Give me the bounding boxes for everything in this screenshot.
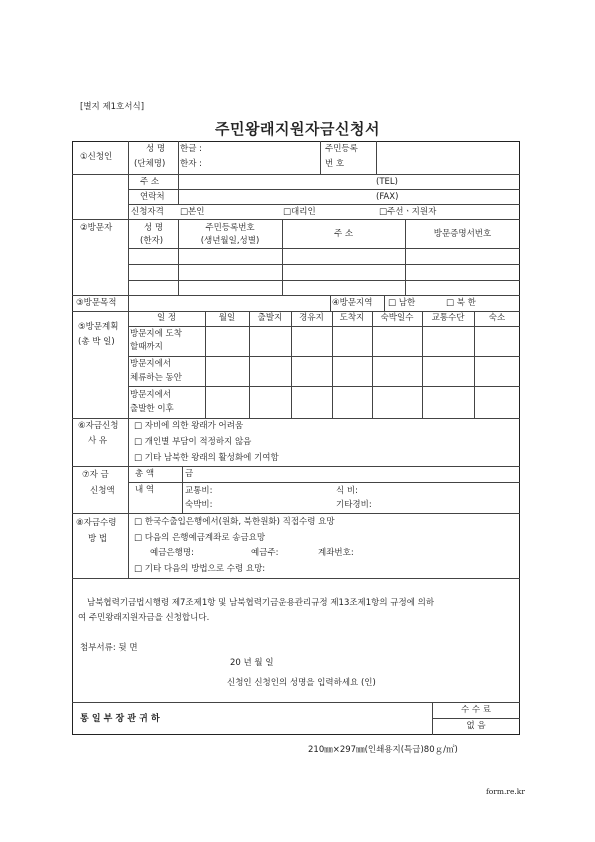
divider: [128, 356, 520, 357]
region-label: ④방문지역: [332, 298, 373, 308]
checkbox-receipt-transfer[interactable]: □ 다음의 은행예금계좌로 송금요망: [134, 533, 266, 543]
checkbox-broker[interactable]: □주선ㆍ지원자: [379, 207, 437, 217]
plan-nights-label: (총 박 일): [78, 337, 115, 347]
plan-header-transport: 교통수단: [431, 313, 465, 323]
total-label: 총 액: [135, 469, 155, 479]
divider: [128, 280, 520, 281]
divider: [330, 295, 331, 311]
address-field[interactable]: [180, 176, 370, 188]
amount-section-label: ⑦자 금: [82, 470, 109, 480]
divider: [72, 578, 520, 579]
divider: [372, 311, 373, 418]
reason-section-label: ⑥자금신청: [78, 421, 119, 431]
contact-label: 연락처: [140, 192, 165, 202]
divider: [128, 386, 520, 387]
food-cost-field[interactable]: 식 비:: [336, 486, 358, 496]
checkbox-reason-3[interactable]: □ 기타 남북한 왕래의 활성화에 기여함: [134, 453, 279, 463]
divider: [128, 248, 520, 249]
receipt-section-label: ⑧자금수령: [76, 518, 117, 528]
page-title: 주민왕래지원자금신청서: [215, 120, 380, 138]
account-number-field[interactable]: 계좌번호:: [318, 548, 354, 558]
divider: [128, 204, 520, 205]
plan-header-arrival: 도착지: [339, 313, 365, 323]
checkbox-reason-2[interactable]: □ 개인별 부담이 적정하지 않음: [134, 437, 252, 447]
amount-section-label-2: 신청액: [90, 486, 115, 496]
divider: [474, 311, 475, 418]
checkbox-reason-1[interactable]: □ 자비에 의한 왕래가 어려움: [134, 421, 244, 431]
divider: [72, 418, 520, 419]
signature-line[interactable]: 신청인 신청인의 성명을 입력하세요 (인): [227, 678, 376, 688]
resident-number-field[interactable]: [378, 143, 518, 173]
checkbox-south[interactable]: □ 남한: [388, 298, 416, 308]
plan-section-label: ⑤방문계획: [78, 322, 119, 332]
plan-row-stay-2: 체류하는 동안: [130, 373, 182, 383]
visitor-cert-header: 방문증명서번호: [433, 229, 492, 239]
divider: [72, 295, 520, 296]
visitor-section-label: ②방문자: [80, 223, 113, 233]
checkbox-north[interactable]: □ 북 한: [446, 298, 476, 308]
name-label: 성 명: [146, 144, 166, 154]
divider: [72, 311, 520, 312]
plan-row-arrival-2: 할때까지: [130, 342, 163, 352]
divider: [182, 466, 183, 513]
divider: [128, 326, 520, 327]
plan-row-stay: 방문지에서: [130, 359, 172, 369]
divider: [128, 264, 520, 265]
divider: [128, 141, 129, 578]
paper-spec: 210㎜×297㎜(인쇄용지(특급)80ｇ/㎡): [308, 745, 458, 755]
divider: [72, 702, 520, 703]
plan-header-date: 월일: [218, 313, 236, 323]
divider: [384, 295, 385, 311]
plan-header-lodging: 숙소: [488, 313, 506, 323]
divider: [320, 141, 321, 174]
plan-row-arrival: 방문지에 도착: [130, 329, 182, 339]
checkbox-receipt-direct[interactable]: □ 한국수출입은행에서(원화, 북한원화) 직접수령 요망: [134, 517, 335, 527]
divider: [178, 174, 179, 204]
checkbox-self[interactable]: □본인: [180, 207, 205, 217]
form-number: [별지 제1호서식]: [80, 102, 145, 112]
tel-label: (TEL): [376, 177, 398, 187]
purpose-label: ③방문목적: [76, 298, 117, 308]
fax-label: (FAX): [376, 192, 399, 202]
divider: [72, 466, 520, 467]
plan-header-departure: 출발지: [257, 313, 283, 323]
total-amount-field[interactable]: 금: [185, 469, 194, 479]
fee-value: 없 음: [466, 721, 486, 731]
date-line[interactable]: 20 년 월 일: [230, 658, 274, 668]
lodging-cost-field[interactable]: 숙박비:: [185, 500, 213, 510]
plan-header-schedule: 일 정: [156, 313, 177, 323]
statement-line-1: 남북협력기금법시행령 제7조제1항 및 남북협력기금운용관리규정 제13조제1항의 규정에 의하: [87, 598, 435, 608]
plan-row-departure-2: 출발한 이후: [130, 404, 174, 414]
checkbox-receipt-other[interactable]: □ 기타 다음의 방법으로 수령 요망:: [134, 564, 266, 574]
visitor-resident-header: 주민등록번호: [205, 223, 255, 233]
account-holder-field[interactable]: 예금주:: [251, 548, 279, 558]
addressee: 통 일 부 장 관 귀 하: [80, 714, 160, 724]
divider: [72, 513, 520, 514]
resident-number-label: 주민등록: [325, 144, 358, 154]
checkbox-agent[interactable]: □대리인: [283, 207, 316, 217]
detail-label: 내 역: [135, 485, 155, 495]
visitor-address-header: 주 소: [333, 229, 354, 239]
visitor-hanja-header: (한자): [140, 236, 164, 246]
divider: [72, 174, 520, 175]
divider: [432, 718, 520, 719]
hanja-name-field[interactable]: 한자 :: [180, 159, 202, 169]
site-watermark: form.re.kr: [486, 787, 525, 796]
plan-row-departure: 방문지에서: [130, 390, 172, 400]
other-cost-field[interactable]: 기타경비:: [336, 500, 372, 510]
divider: [332, 311, 333, 418]
bank-name-field[interactable]: 예금은행명:: [150, 548, 194, 558]
applicant-section-label: ①신청인: [80, 152, 113, 162]
divider: [249, 311, 250, 418]
divider: [72, 219, 520, 220]
divider: [128, 189, 520, 190]
purpose-field[interactable]: [130, 297, 328, 309]
divider: [376, 141, 377, 174]
plan-header-nights: 숙박일수: [380, 313, 414, 323]
visitor-name-header: 성 명: [144, 223, 164, 233]
divider: [128, 482, 520, 483]
receipt-section-label-2: 방 법: [88, 534, 108, 544]
divider: [178, 141, 179, 174]
qualification-label: 신청자격: [131, 207, 164, 217]
divider: [422, 311, 423, 418]
statement-line-2: 여 주민왕래지원자금을 신청합니다.: [78, 613, 210, 623]
visitor-birth-header: (생년월일,성별): [200, 236, 260, 246]
divider: [291, 311, 292, 418]
resident-number-label-2: 번 호: [325, 159, 345, 169]
fee-label: 수 수 료: [460, 705, 492, 715]
address-label: 주 소: [140, 177, 160, 187]
reason-section-label-2: 사 유: [88, 436, 108, 446]
divider: [205, 311, 206, 418]
attachment-note: 첨부서류: 뒷 면: [80, 643, 138, 653]
transport-cost-field[interactable]: 교통비:: [185, 486, 213, 496]
org-name-label: (단체명): [134, 159, 166, 169]
hangul-name-field[interactable]: 한글 :: [180, 144, 202, 154]
plan-header-via: 경유지: [299, 313, 324, 323]
